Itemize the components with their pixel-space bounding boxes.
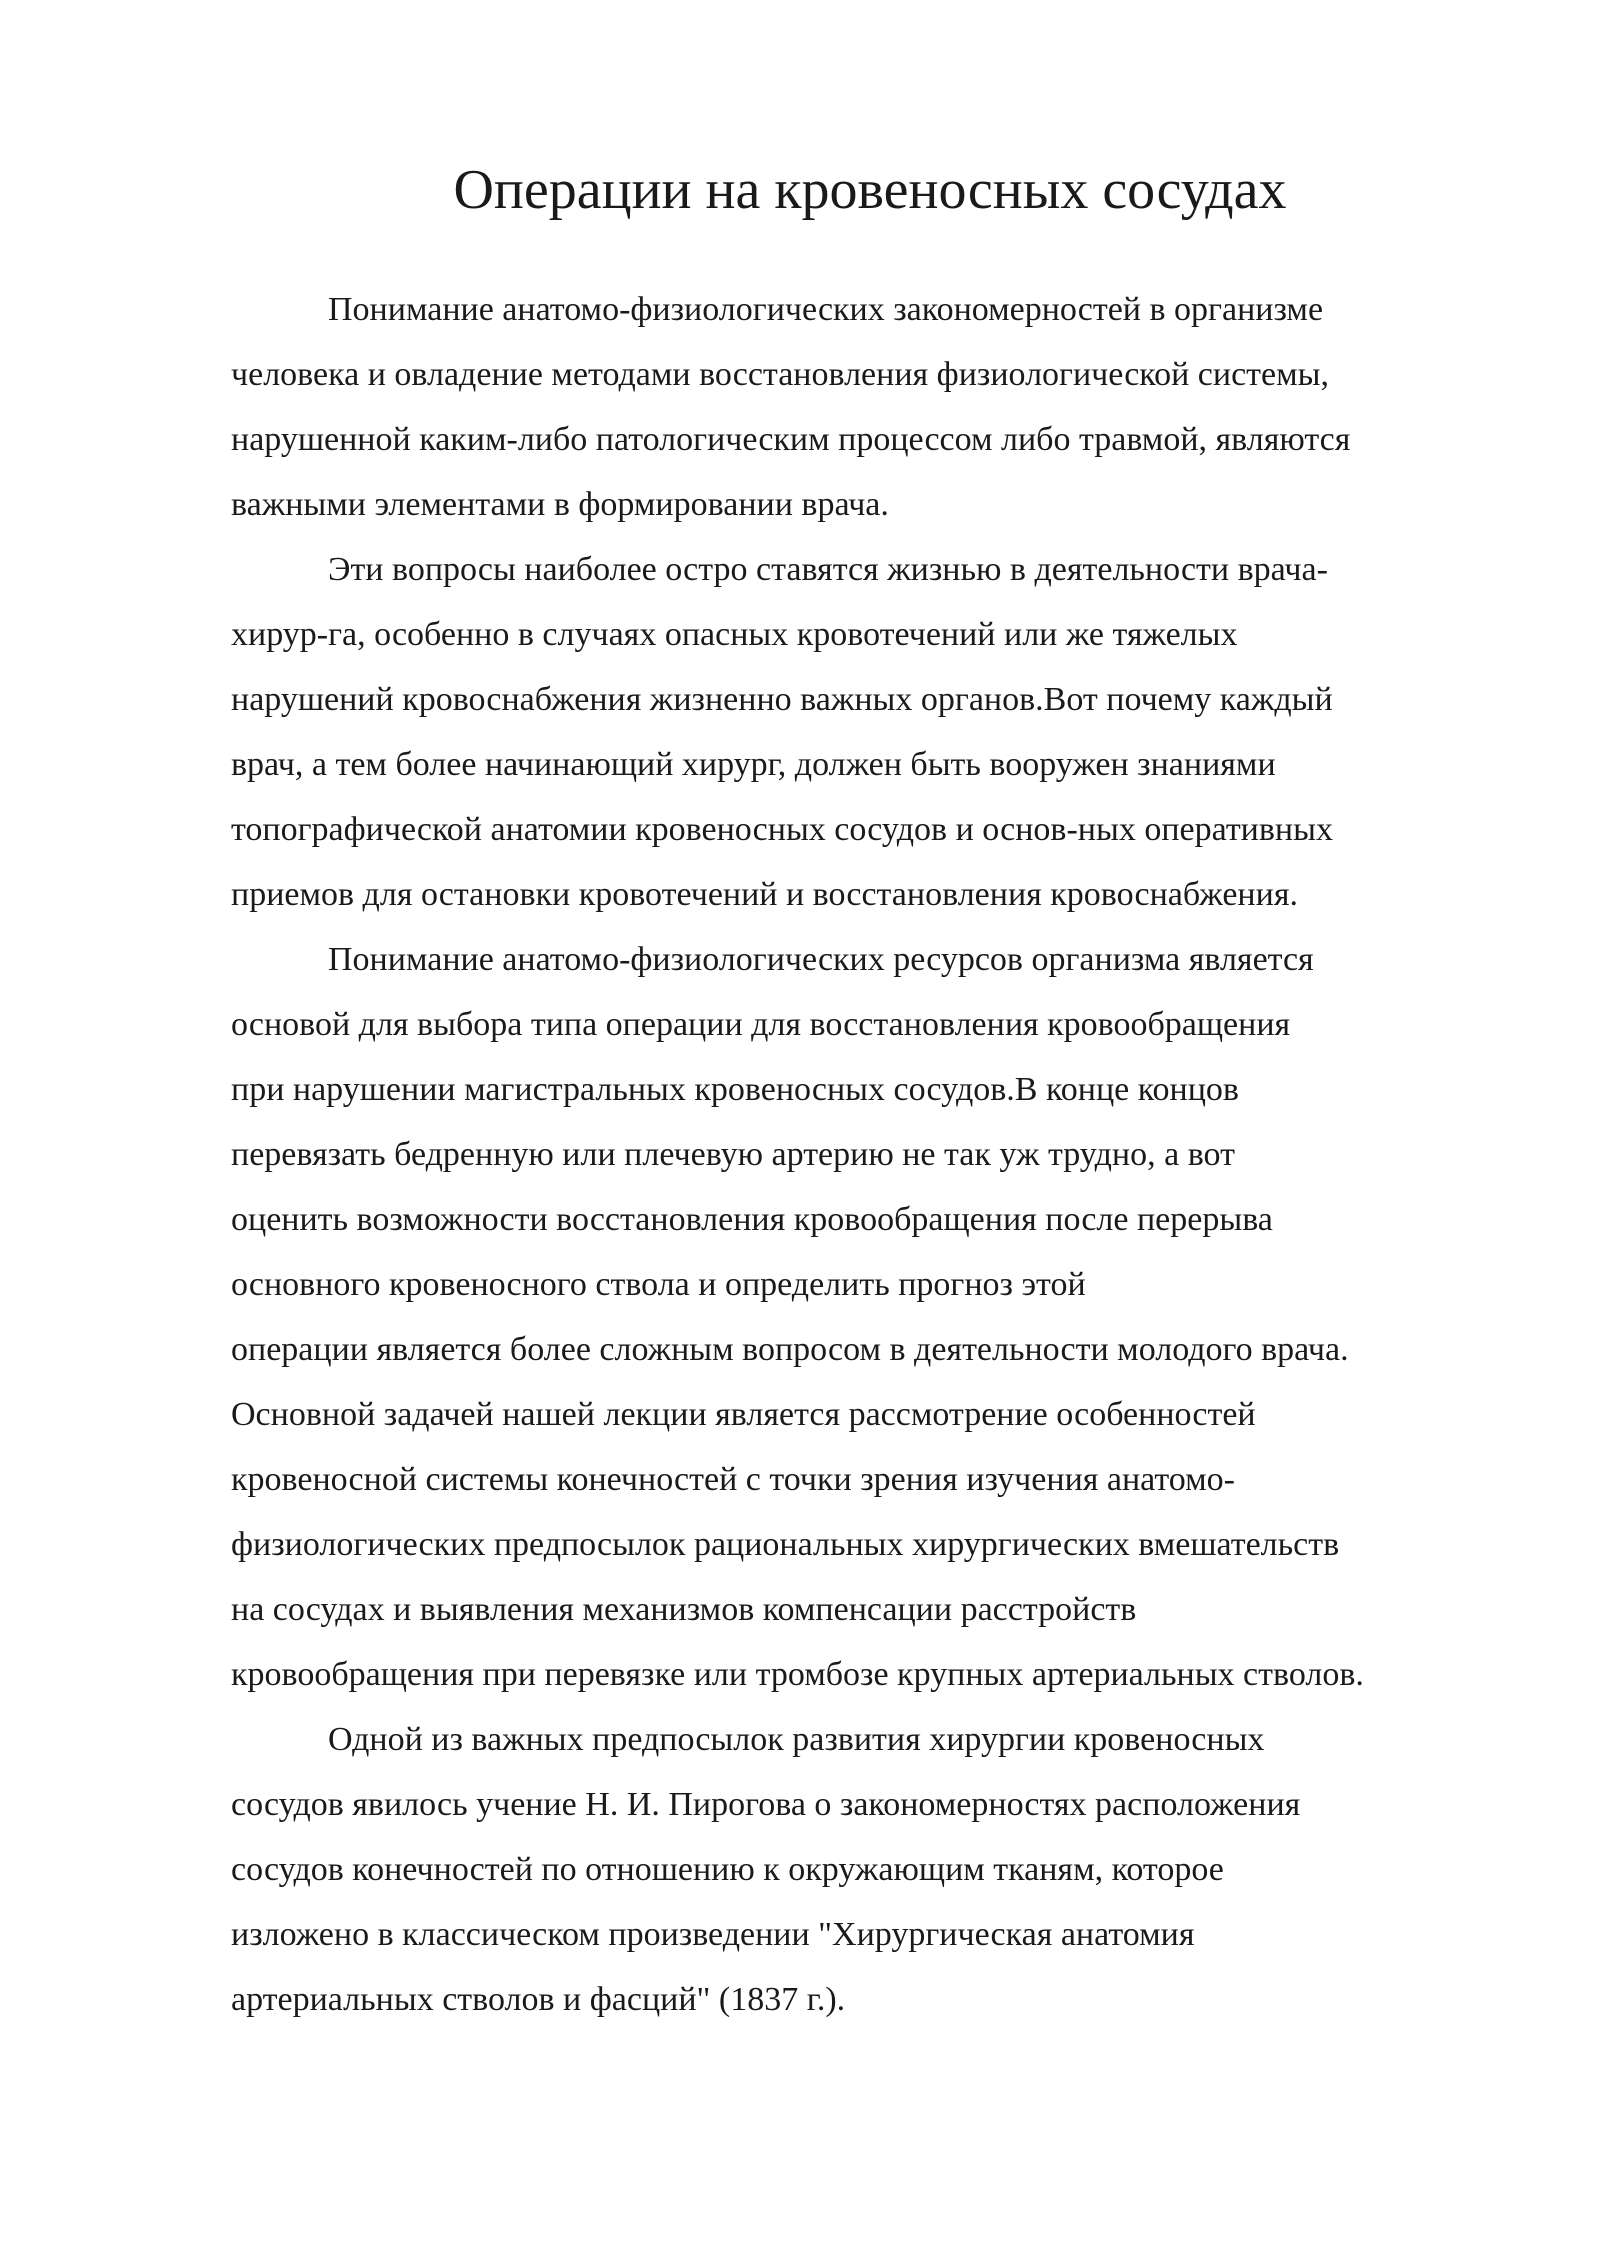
- text-line: врач, а тем более начинающий хирург, должен быть вооружен знаниями: [231, 746, 1276, 783]
- text-line: сосудов конечностей по отношению к окружающим тканям, которое: [231, 1851, 1224, 1888]
- text-line: на сосудах и выявления механизмов компенсации расстройств: [231, 1591, 1137, 1628]
- text-line: топографической анатомии кровеносных сосудов и основ-ных оперативных: [231, 811, 1333, 848]
- text-line: Эти вопросы наиболее остро ставятся жизнью в деятельности врача-: [328, 551, 1328, 588]
- text-line: Основной задачей нашей лекции является рассмотрение особенностей: [231, 1396, 1256, 1433]
- text-line: хирур-га, особенно в случаях опасных кровотечений или же тяжелых: [231, 616, 1238, 653]
- text-line: операции является более сложным вопросом в деятельности молодого врача.: [231, 1331, 1349, 1368]
- text-line: важными элементами в формировании врача.: [231, 486, 889, 523]
- text-line: артериальных стволов и фасций" (1837 г.).: [231, 1981, 846, 2018]
- text-line: изложено в классическом произведении "Хирургическая анатомия: [231, 1916, 1195, 1953]
- text-line: кровообращения при перевязке или тромбозе крупных артериальных стволов.: [231, 1656, 1364, 1693]
- text-line: сосудов явилось учение Н. И. Пирогова о закономерностях расположения: [231, 1786, 1301, 1823]
- text-line: оценить возможности восстановления кровообращения после перерыва: [231, 1201, 1273, 1238]
- text-line: основой для выбора типа операции для восстановления кровообращения: [231, 1006, 1291, 1043]
- text-line: Одной из важных предпосылок развития хирургии кровеносных: [328, 1721, 1265, 1758]
- text-line: физиологических предпосылок рациональных хирургических вмешательств: [231, 1526, 1340, 1563]
- text-line: основного кровеносного ствола и определить прогноз этой: [231, 1266, 1086, 1303]
- text-line: нарушенной каким-либо патологическим процессом либо травмой, являются: [231, 421, 1351, 458]
- text-line: кровеносной системы конечностей с точки зрения изучения анатомо-: [231, 1461, 1235, 1498]
- text-line: человека и овладение методами восстановления физиологической системы,: [231, 356, 1329, 393]
- text-line: перевязать бедренную или плечевую артерию не так уж трудно, а вот: [231, 1136, 1235, 1173]
- page-title: Операции на кровеносных сосудах: [453, 159, 1287, 221]
- text-line: Понимание анатомо-физиологических закономерностей в организме: [328, 291, 1324, 328]
- text-line: Понимание анатомо-физиологических ресурсов организма является: [328, 941, 1314, 978]
- text-line: приемов для остановки кровотечений и восстановления кровоснабжения.: [231, 876, 1298, 913]
- text-line: нарушений кровоснабжения жизненно важных органов.Вот почему каждый: [231, 681, 1333, 718]
- text-line: при нарушении магистральных кровеносных сосудов.В конце концов: [231, 1071, 1239, 1108]
